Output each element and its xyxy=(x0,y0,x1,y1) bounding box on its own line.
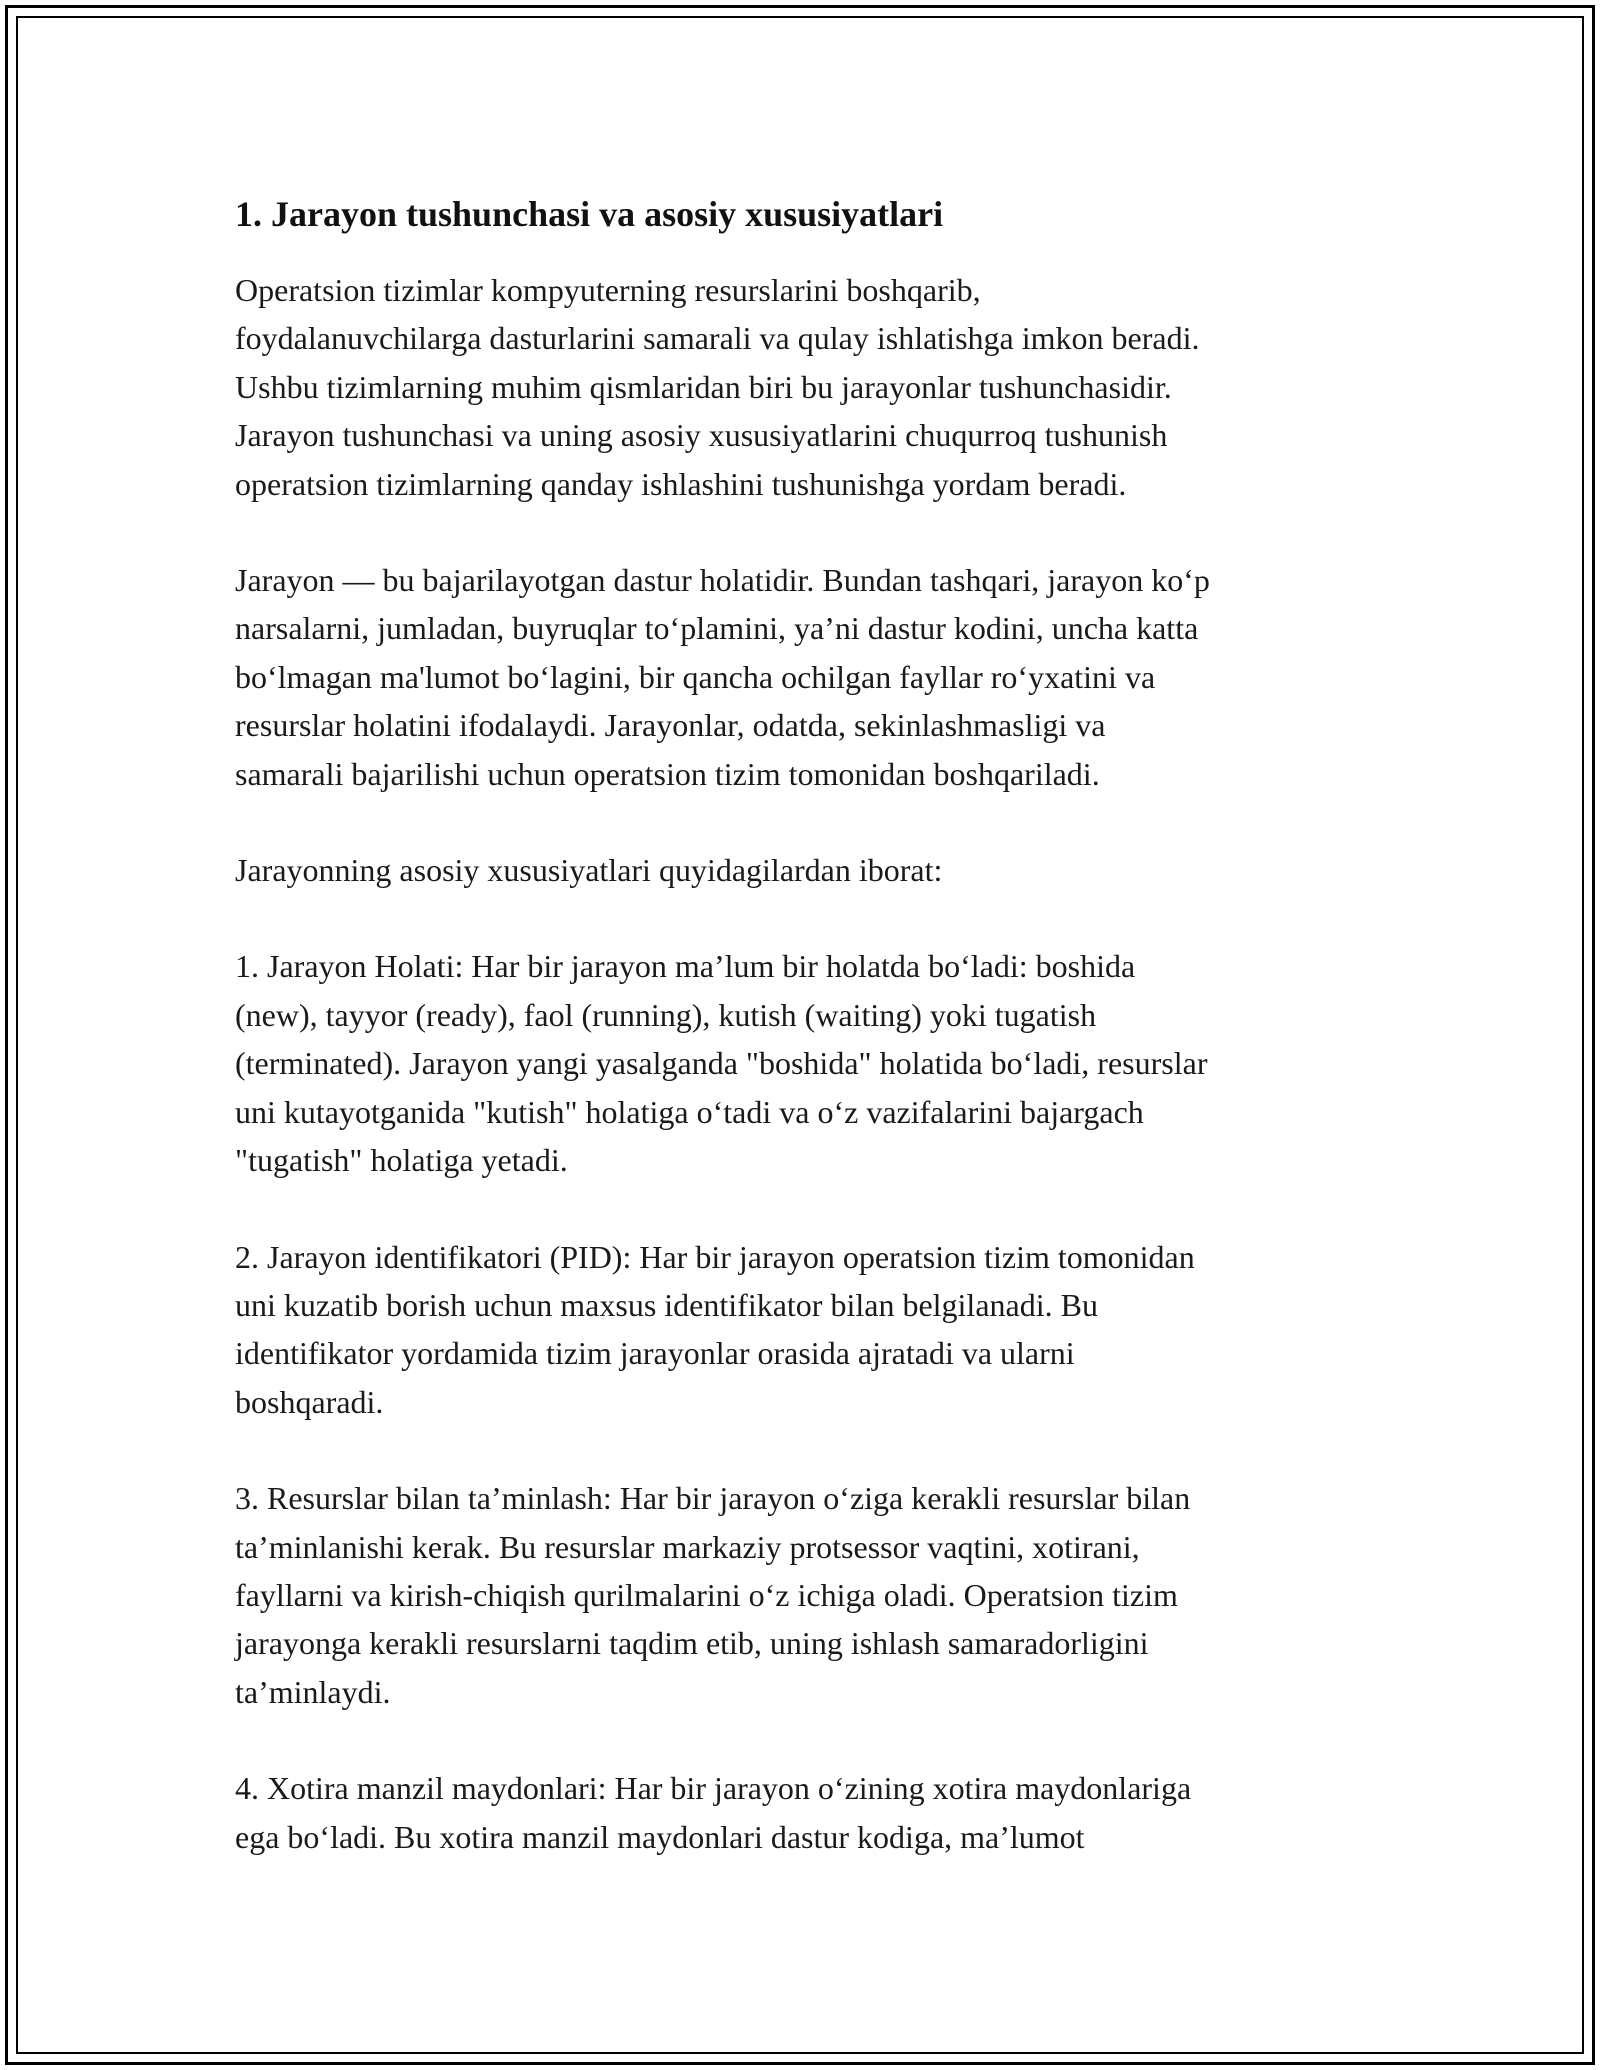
document-body xyxy=(235,188,1365,1909)
list-item-memory: 4. Xotira manzil maydonlari: Har bir jarayon o‘zining xotira maydonlariga ega bo‘ladi. Bu xotira manzil maydonlari dastur kodiga, ma’lumot xyxy=(235,1770,1192,1855)
list-item-pid: 2. Jarayon identifikatori (PID): Har bir jarayon operatsion tizim tomonidan uni kuzatib borish uchun maxsus identifikator bilan belgilanadi. Bu identifikator yordamida tizim jarayonlar orasida ajratadi va ularni boshqaradi. xyxy=(235,1238,1195,1420)
list-item-resources: 3. Resurslar bilan ta’minlash: Har bir jarayon o‘ziga kerakli resurslar bilan ta’minlanishi kerak. Bu resurslar markaziy protsessor vaqtini, xotirani, fayllarni va kirish-chiqish qurilmalarini o‘z ichiga oladi. Operatsion tizim jarayonga kerakli resurslarni taqdim etib, uning ishlash samaradorligini ta’minlaydi. xyxy=(235,1480,1191,1710)
paragraph-intro: Operatsion tizimlar kompyuterning resurslarini boshqarib, foydalanuvchilarga dasturlarini samarali va qulay ishlatishga imkon beradi. Ushbu tizimlarning muhim qismlaridan biri bu jarayonlar tushunchasidir. Jarayon tushunchasi va uning asosiy xususiyatlarini chuqurroq tushunish operatsion tizimlarning qanday ishlashini tushunishga yordam beradi. xyxy=(235,272,1200,502)
paragraph-list-intro: Jarayonning asosiy xususiyatlari quyidagilardan iborat: xyxy=(235,852,943,889)
paragraph-definition: Jarayon — bu bajarilayotgan dastur holatidir. Bundan tashqari, jarayon ko‘p narsalarni, jumladan, buyruqlar to‘plamini, ya’ni dastur kodini, uncha katta bo‘lmagan ma'lumot bo‘lagini, bir qancha ochilgan fayllar ro‘yxatini va resurslar holatini ifodalaydi. Jarayonlar, odatda, sekinlashmasligi va samarali bajarilishi uchun operatsion tizim tomonidan boshqariladi. xyxy=(235,562,1210,792)
list-item-state: 1. Jarayon Holati: Har bir jarayon ma’lum bir holatda bo‘ladi: boshida (new), tayyor (ready), faol (running), kutish (waiting) yoki tugatish (terminated). Jarayon yangi yasalganda "boshida" holatida bo‘ladi, resurslar uni kutayotganida "kutish" holatiga o‘tadi va o‘z vazifalarini bajargach "tugatish" holatiga yetadi. xyxy=(235,948,1208,1179)
section-heading: 1. Jarayon tushunchasi va asosiy xususiyatlari xyxy=(235,194,944,234)
